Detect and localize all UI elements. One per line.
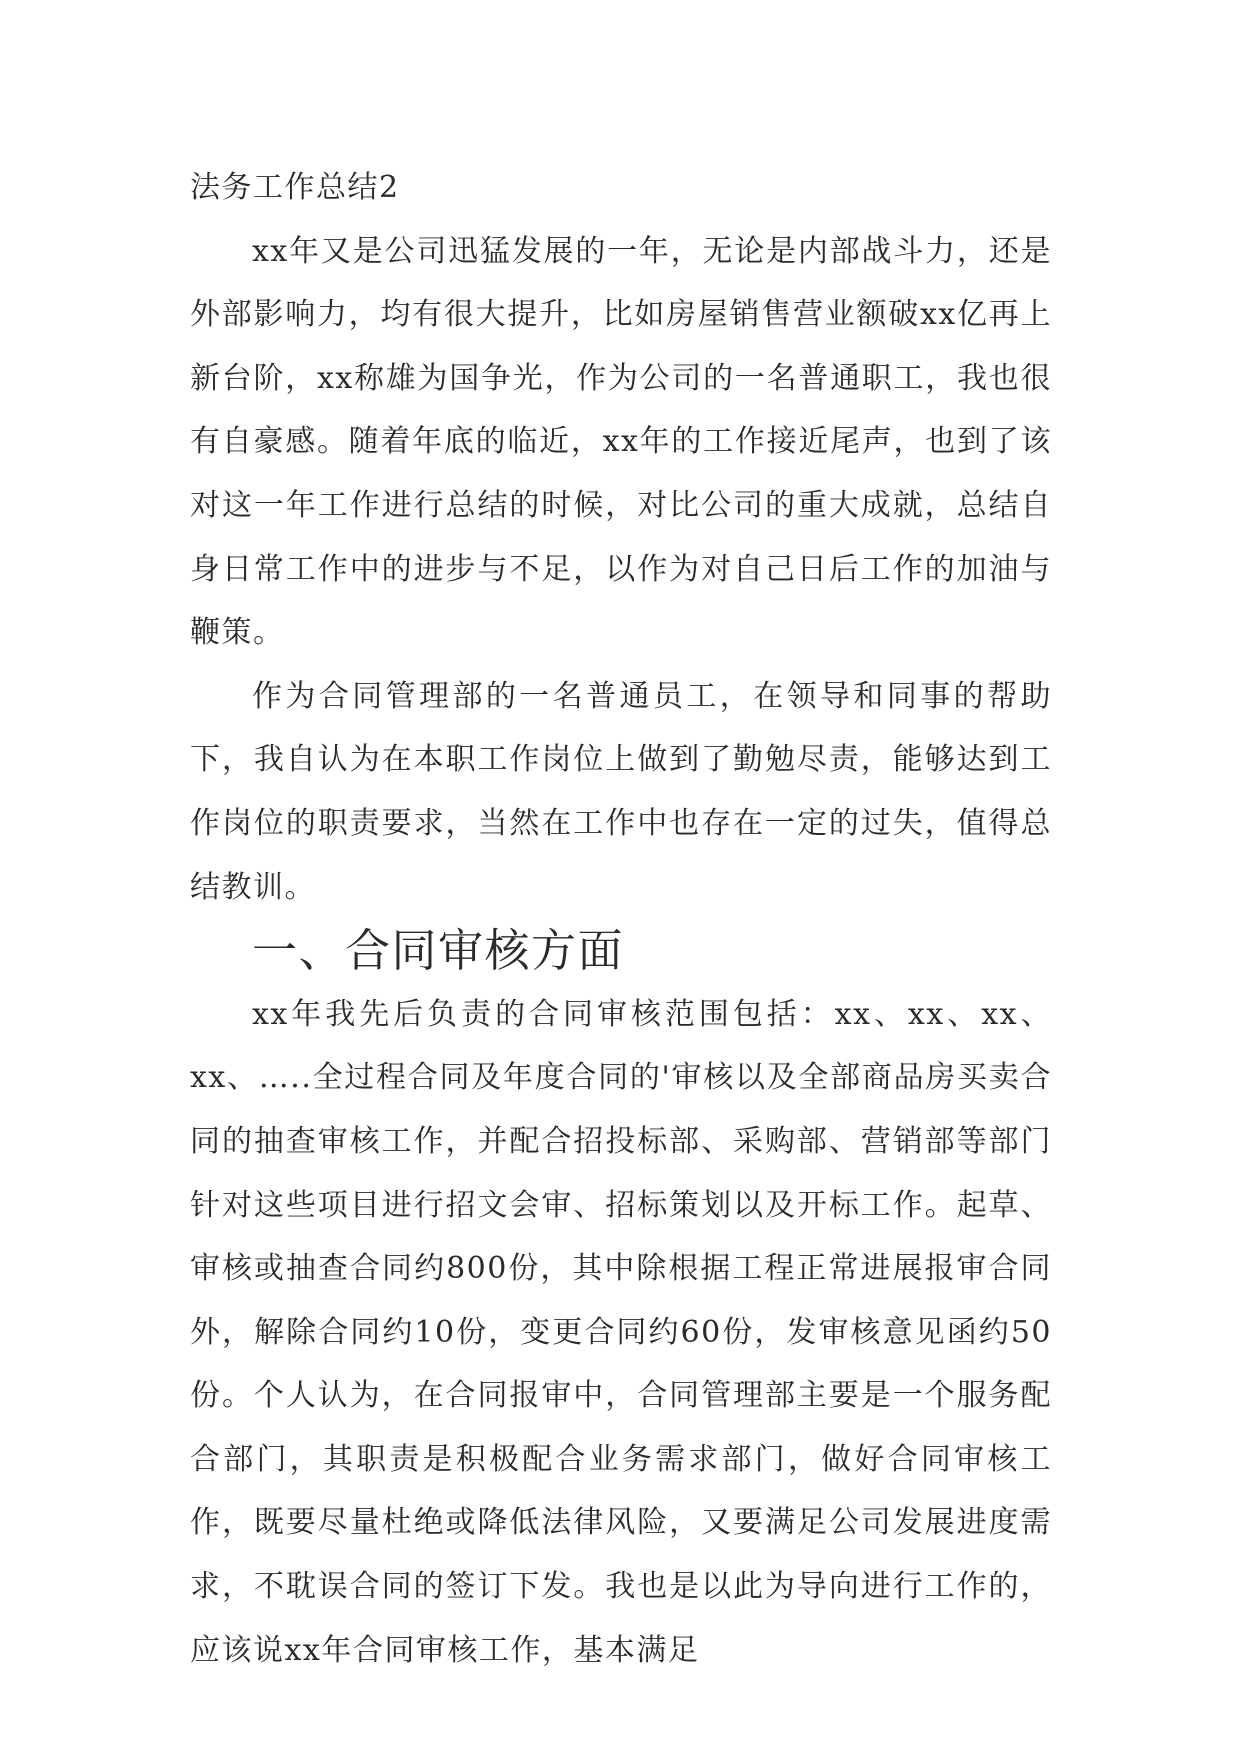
paragraph-intro: xx年又是公司迅猛发展的一年，无论是内部战斗力，还是外部影响力，均有很大提升，比如房屋销售营业额破xx亿再上新台阶，xx称雄为国争光，作为公司的一名普通职工，我也很有自豪感。随着年底的临近，xx年的工作接近尾声，也到了该对这一年工作进行总结的时候，对比公司的重大成就，总结自身日常工作中的进步与不足，以作为对自己日后工作的加油与鞭策。 [190,233,1052,651]
paragraph-self-assessment: 作为合同管理部的一名普通员工，在领导和同事的帮助下，我自认为在本职工作岗位上做到了勤勉尽责，能够达到工作岗位的职责要求，当然在工作中也存在一定的过失，值得总结教训。 [190,678,1052,905]
section-heading-contract-review: 一、合同审核方面 [252,924,625,978]
paragraph-contract-review: xx年我先后负责的合同审核范围包括：xx、xx、xx、xx、…..全过程合同及年度合同的'审核以及全部商品房买卖合同的抽查审核工作，并配合招投标部、采购部、营销部等部门针对这些项目进行招文会审、招标策划以及开标工作。起草、审核或抽查合同约800份，其中除根据工程正常进展报审合同外，解除合同约10份，变更合同约60份，发审核意见函约50份。个人认为，在合同报审中，合同管理部主要是一个服务配合部门，其职责是积极配合业务需求部门，做好合同审核工作，既要尽量杜绝或降低法律风险，又要满足公司发展进度需求，不耽误合同的签订下发。我也是以此为导向进行工作的，应该说xx年合同审核工作，基本满足 [190,996,1052,1668]
document-title: 法务工作总结2 [190,170,400,205]
document-body [190,156,1052,1682]
